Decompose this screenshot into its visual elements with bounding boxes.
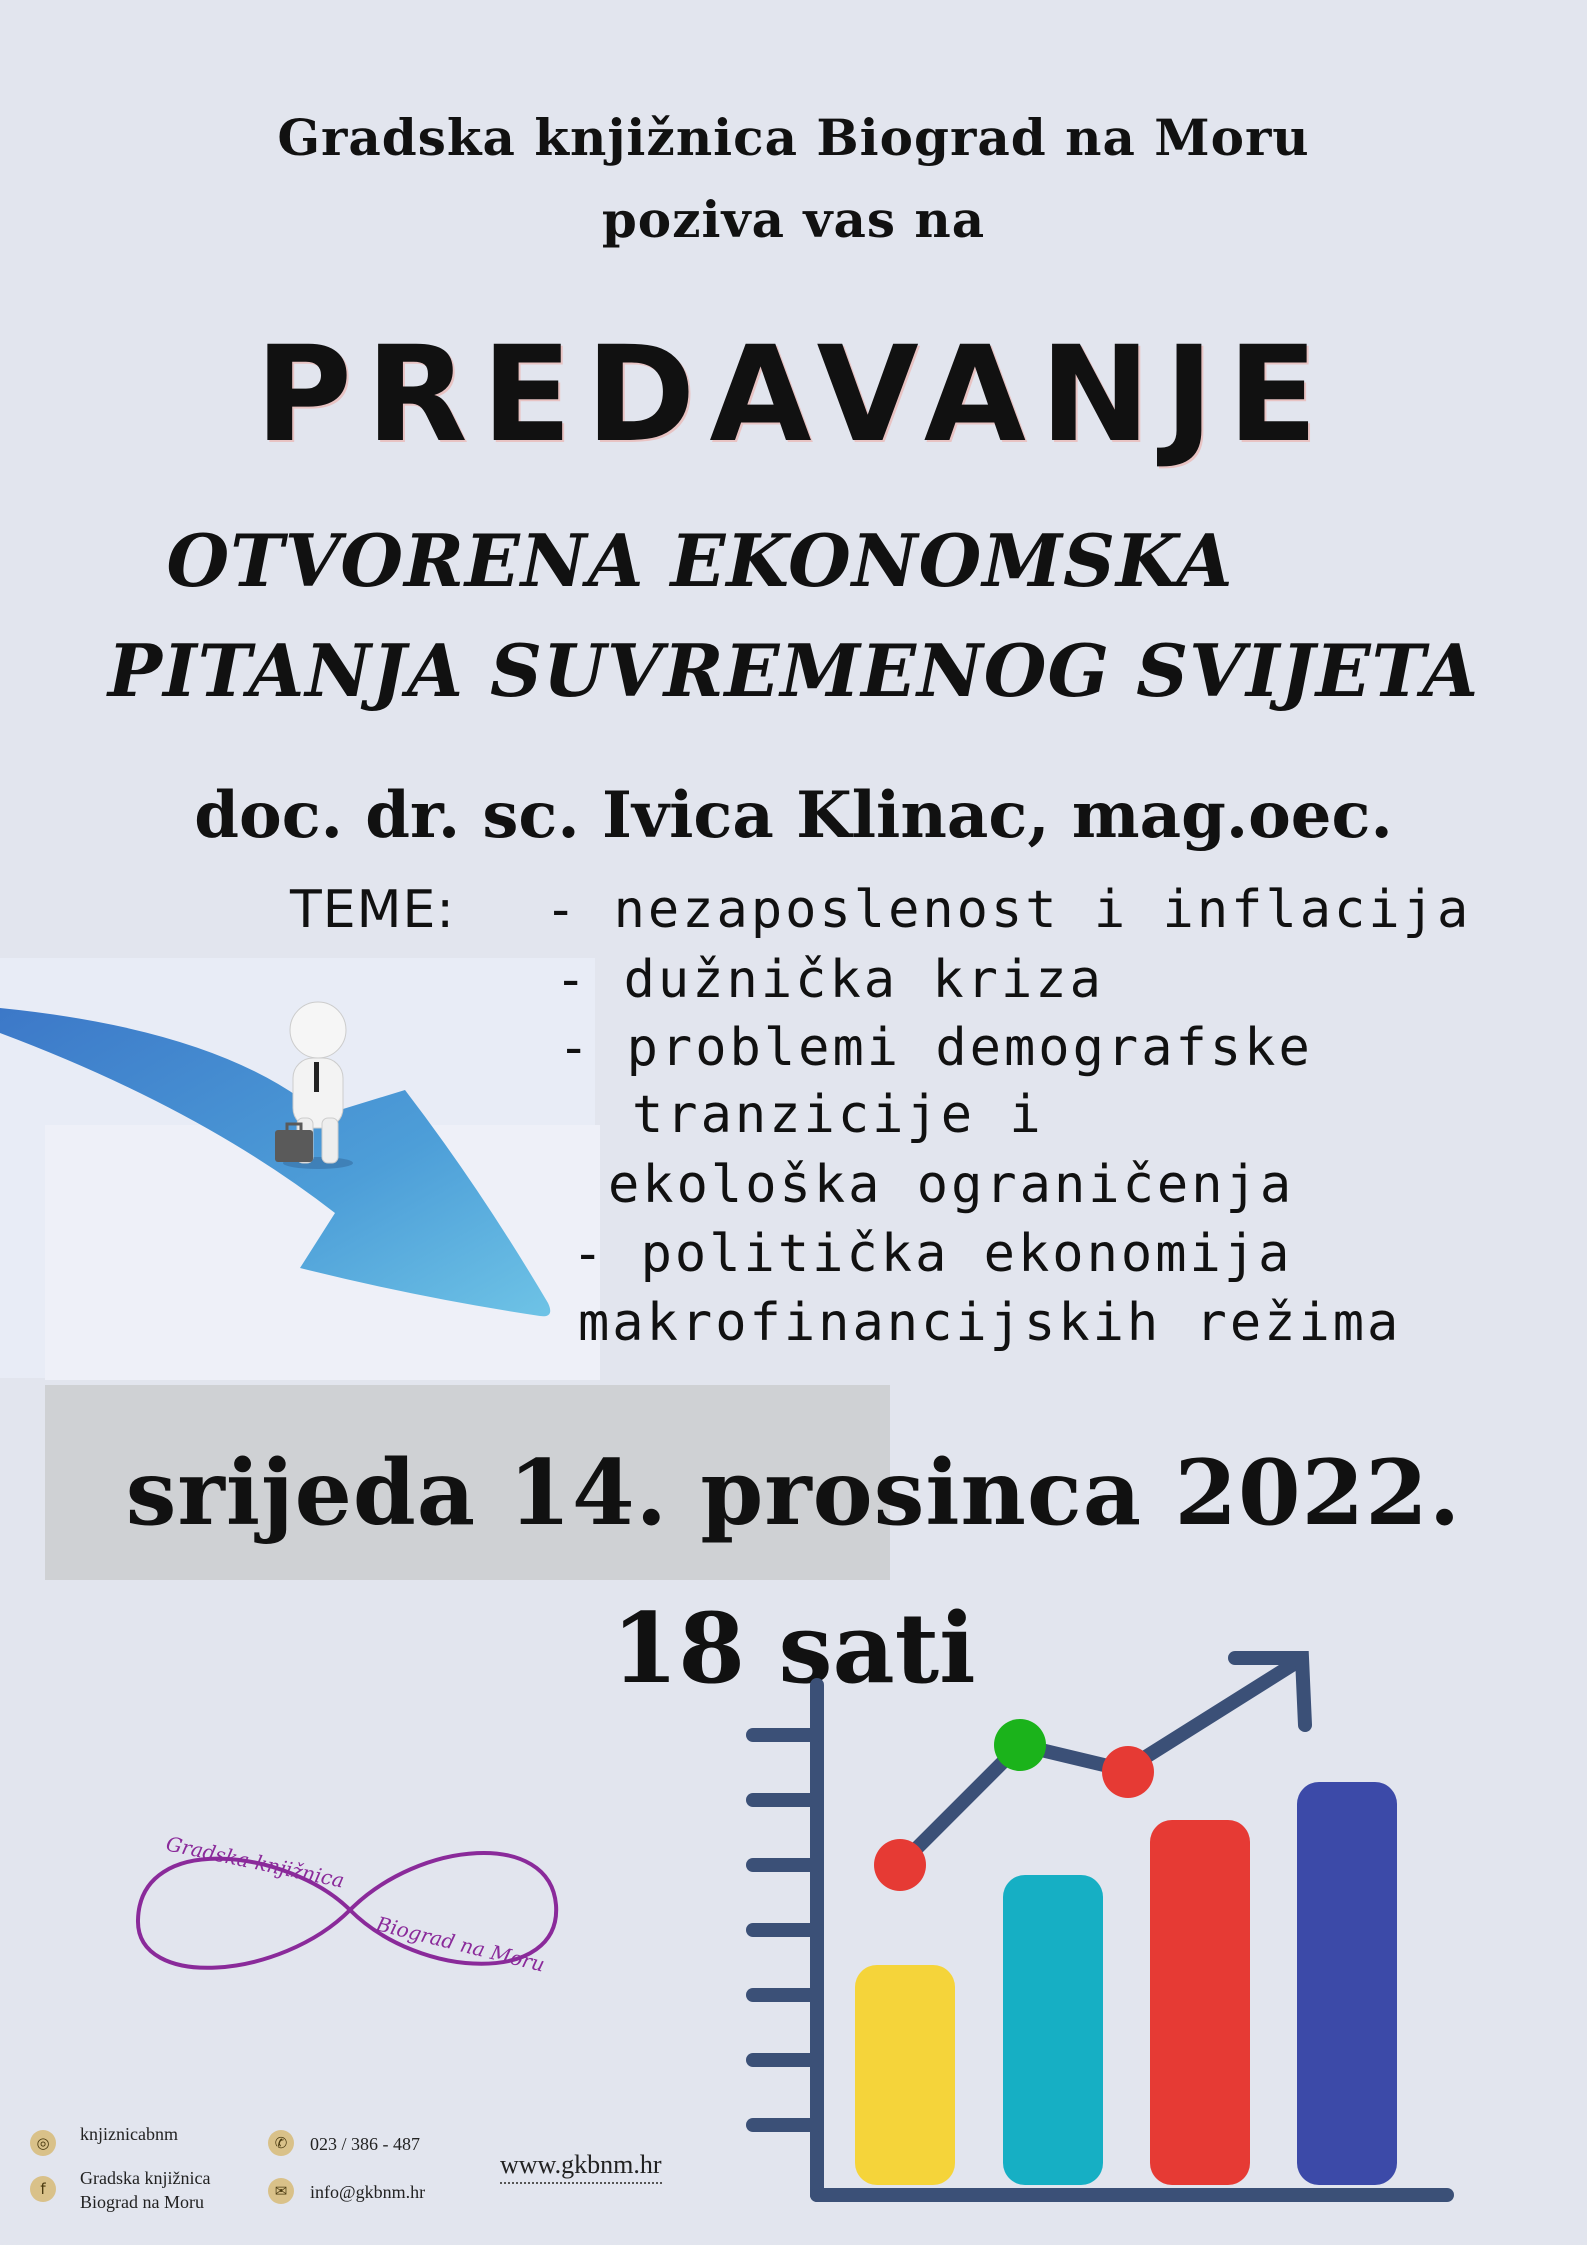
organizer-line: Gradska knjižnica Biograd na Moru <box>277 108 1310 167</box>
invite-line: poziva vas na <box>601 190 986 249</box>
topics-label: TEME: <box>290 880 455 940</box>
topic-line: tranzicije i <box>632 1085 1044 1145</box>
logo-text-bottom: Biograd na Moru <box>373 1911 548 1977</box>
topic-line: - politička ekonomija <box>572 1224 1293 1284</box>
instagram-icon: ◎ <box>30 2130 56 2156</box>
topic-line: makrofinancijskih režima <box>578 1293 1402 1353</box>
facebook-name-line2[interactable]: Biograd na Moru <box>80 2192 204 2212</box>
footer <box>0 2120 800 2240</box>
topic-line: - dužnička kriza <box>555 950 1104 1010</box>
lecture-title-line-2: PITANJA SUVREMENOG SVIJETA <box>107 628 1480 713</box>
phone-icon: ✆ <box>268 2130 294 2156</box>
logo-text-top: Gradska knjižnica <box>163 1831 347 1893</box>
topic-line: ekološka ograničenja <box>608 1155 1295 1215</box>
event-date: srijeda 14. prosinca 2022. <box>125 1440 1462 1546</box>
topic-line: - nezaposlenost i inflacija <box>545 880 1472 940</box>
bar-chart-illustration-icon <box>735 1640 1455 2210</box>
event-time: 18 sati <box>611 1592 976 1705</box>
facebook-icon: f <box>30 2176 56 2202</box>
email-icon: ✉ <box>268 2178 294 2204</box>
library-logo-icon <box>120 1810 580 2010</box>
phone-number[interactable]: 023 / 386 - 487 <box>310 2134 420 2154</box>
person-on-arrow-icon <box>0 958 600 1378</box>
lecture-title-line-1: OTVORENA EKONOMSKA <box>166 518 1234 603</box>
topic-line: - problemi demografske <box>558 1018 1313 1078</box>
facebook-name-line1[interactable]: Gradska knjižnica <box>80 2168 211 2188</box>
event-type-heading: PREDAVANJE <box>255 318 1332 472</box>
lecturer-name: doc. dr. sc. Ivica Klinac, mag.oec. <box>194 778 1393 853</box>
instagram-handle[interactable]: knjiznicabnm <box>80 2124 178 2144</box>
website-link[interactable]: www.gkbnm.hr <box>500 2150 662 2184</box>
email-address[interactable]: info@gkbnm.hr <box>310 2182 426 2202</box>
